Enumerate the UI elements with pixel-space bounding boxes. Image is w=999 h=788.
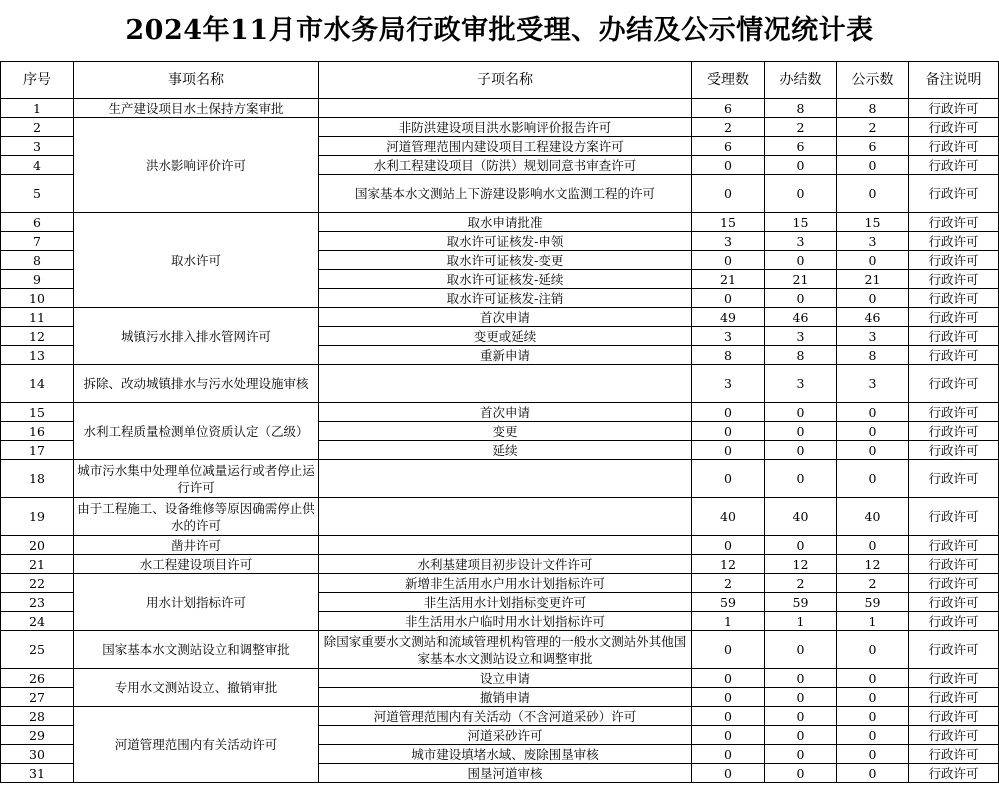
seq-cell: 28 — [1, 707, 74, 726]
sub-cell: 除国家重要水文测站和流域管理机构管理的一般水文测站外其他国家基本水文测站设立和调整审批 — [319, 631, 692, 669]
accepted-cell: 0 — [692, 669, 765, 688]
note-cell: 行政许可 — [909, 213, 999, 232]
note-cell: 行政许可 — [909, 764, 999, 783]
sub-cell: 首次申请 — [319, 403, 692, 422]
page-title: 2024年11月市水务局行政审批受理、办结及公示情况统计表 — [125, 15, 874, 46]
note-cell: 行政许可 — [909, 289, 999, 308]
item-cell: 河道管理范围内有关活动许可 — [74, 707, 319, 783]
published-cell: 0 — [837, 460, 909, 498]
item-cell: 凿井许可 — [74, 536, 319, 555]
seq-cell: 14 — [1, 365, 74, 403]
accepted-cell: 0 — [692, 422, 765, 441]
published-cell: 3 — [837, 232, 909, 251]
published-cell: 2 — [837, 574, 909, 593]
published-cell: 0 — [837, 289, 909, 308]
table-row — [1, 308, 999, 327]
published-cell: 0 — [837, 745, 909, 764]
sub-cell: 水利工程建设项目（防洪）规划同意书审查许可 — [319, 156, 692, 175]
table-row — [1, 631, 999, 669]
item-cell: 用水计划指标许可 — [74, 574, 319, 631]
note-cell: 行政许可 — [909, 251, 999, 270]
published-cell: 0 — [837, 726, 909, 745]
accepted-cell: 0 — [692, 631, 765, 669]
seq-cell: 30 — [1, 745, 74, 764]
published-cell: 3 — [837, 365, 909, 403]
accepted-cell: 2 — [692, 118, 765, 137]
seq-cell: 6 — [1, 213, 74, 232]
note-cell: 行政许可 — [909, 631, 999, 669]
table-row — [1, 498, 999, 536]
note-cell: 行政许可 — [909, 688, 999, 707]
seq-cell: 24 — [1, 612, 74, 631]
item-cell: 水工程建设项目许可 — [74, 555, 319, 574]
sub-cell: 延续 — [319, 441, 692, 460]
completed-cell: 1 — [765, 612, 837, 631]
sub-cell — [319, 99, 692, 118]
seq-cell: 5 — [1, 175, 74, 213]
seq-cell: 1 — [1, 99, 74, 118]
note-cell: 行政许可 — [909, 99, 999, 118]
seq-cell: 7 — [1, 232, 74, 251]
item-cell: 城镇污水排入排水管网许可 — [74, 308, 319, 365]
header-row — [1, 62, 999, 99]
item-cell: 专用水文测站设立、撤销审批 — [74, 669, 319, 707]
accepted-cell: 1 — [692, 612, 765, 631]
seq-cell: 26 — [1, 669, 74, 688]
completed-cell: 0 — [765, 441, 837, 460]
sub-cell: 变更 — [319, 422, 692, 441]
sub-cell — [319, 536, 692, 555]
seq-cell: 13 — [1, 346, 74, 365]
item-cell: 洪水影响评价许可 — [74, 118, 319, 213]
accepted-cell: 0 — [692, 403, 765, 422]
note-cell: 行政许可 — [909, 574, 999, 593]
col-header-accepted: 受理数 — [692, 62, 765, 99]
item-cell: 城市污水集中处理单位减量运行或者停止运行许可 — [74, 460, 319, 498]
sub-cell: 首次申请 — [319, 308, 692, 327]
table-row — [1, 555, 999, 574]
completed-cell: 0 — [765, 460, 837, 498]
accepted-cell: 12 — [692, 555, 765, 574]
completed-cell: 0 — [765, 422, 837, 441]
completed-cell: 0 — [765, 726, 837, 745]
note-cell: 行政许可 — [909, 460, 999, 498]
published-cell: 1 — [837, 612, 909, 631]
accepted-cell: 0 — [692, 289, 765, 308]
table-row — [1, 403, 999, 422]
completed-cell: 15 — [765, 213, 837, 232]
note-cell: 行政许可 — [909, 346, 999, 365]
item-cell: 由于工程施工、设备维修等原因确需停止供水的许可 — [74, 498, 319, 536]
table-row — [1, 707, 999, 726]
note-cell: 行政许可 — [909, 441, 999, 460]
completed-cell: 0 — [765, 175, 837, 213]
sub-cell: 新增非生活用水户用水计划指标许可 — [319, 574, 692, 593]
seq-cell: 10 — [1, 289, 74, 308]
completed-cell: 46 — [765, 308, 837, 327]
accepted-cell: 0 — [692, 156, 765, 175]
published-cell: 0 — [837, 403, 909, 422]
published-cell: 21 — [837, 270, 909, 289]
completed-cell: 0 — [765, 289, 837, 308]
published-cell: 6 — [837, 137, 909, 156]
accepted-cell: 21 — [692, 270, 765, 289]
table-row — [1, 460, 999, 498]
accepted-cell: 15 — [692, 213, 765, 232]
published-cell: 0 — [837, 707, 909, 726]
sub-cell: 非防洪建设项目洪水影响评价报告许可 — [319, 118, 692, 137]
seq-cell: 19 — [1, 498, 74, 536]
col-header-seq: 序号 — [1, 62, 74, 99]
col-header-note: 备注说明 — [909, 62, 999, 99]
note-cell: 行政许可 — [909, 726, 999, 745]
completed-cell: 0 — [765, 631, 837, 669]
seq-cell: 8 — [1, 251, 74, 270]
seq-cell: 15 — [1, 403, 74, 422]
accepted-cell: 0 — [692, 745, 765, 764]
published-cell: 8 — [837, 346, 909, 365]
seq-cell: 29 — [1, 726, 74, 745]
seq-cell: 22 — [1, 574, 74, 593]
sub-cell: 城市建设填堵水域、废除围垦审核 — [319, 745, 692, 764]
completed-cell: 2 — [765, 118, 837, 137]
col-header-published: 公示数 — [837, 62, 909, 99]
published-cell: 8 — [837, 99, 909, 118]
published-cell: 0 — [837, 156, 909, 175]
accepted-cell: 40 — [692, 498, 765, 536]
accepted-cell: 3 — [692, 232, 765, 251]
completed-cell: 0 — [765, 536, 837, 555]
published-cell: 0 — [837, 441, 909, 460]
sub-cell — [319, 365, 692, 403]
accepted-cell: 0 — [692, 175, 765, 213]
sub-cell: 取水许可证核发-注销 — [319, 289, 692, 308]
completed-cell: 0 — [765, 688, 837, 707]
accepted-cell: 0 — [692, 460, 765, 498]
completed-cell: 8 — [765, 99, 837, 118]
accepted-cell: 8 — [692, 346, 765, 365]
accepted-cell: 0 — [692, 726, 765, 745]
note-cell: 行政许可 — [909, 365, 999, 403]
accepted-cell: 0 — [692, 764, 765, 783]
sub-cell — [319, 498, 692, 536]
table-row — [1, 574, 999, 593]
note-cell: 行政许可 — [909, 175, 999, 213]
accepted-cell: 0 — [692, 707, 765, 726]
accepted-cell: 59 — [692, 593, 765, 612]
sub-cell: 非生活用水计划指标变更许可 — [319, 593, 692, 612]
completed-cell: 40 — [765, 498, 837, 536]
seq-cell: 25 — [1, 631, 74, 669]
seq-cell: 3 — [1, 137, 74, 156]
note-cell: 行政许可 — [909, 422, 999, 441]
table-row — [1, 213, 999, 232]
note-cell: 行政许可 — [909, 156, 999, 175]
table-row — [1, 536, 999, 555]
item-cell: 生产建设项目水土保持方案审批 — [74, 99, 319, 118]
accepted-cell: 2 — [692, 574, 765, 593]
sub-cell: 河道采砂许可 — [319, 726, 692, 745]
seq-cell: 16 — [1, 422, 74, 441]
seq-cell: 27 — [1, 688, 74, 707]
published-cell: 40 — [837, 498, 909, 536]
seq-cell: 4 — [1, 156, 74, 175]
seq-cell: 20 — [1, 536, 74, 555]
item-cell: 取水许可 — [74, 213, 319, 308]
col-header-completed: 办结数 — [765, 62, 837, 99]
sub-cell: 河道管理范围内建设项目工程建设方案许可 — [319, 137, 692, 156]
completed-cell: 12 — [765, 555, 837, 574]
completed-cell: 21 — [765, 270, 837, 289]
note-cell: 行政许可 — [909, 612, 999, 631]
completed-cell: 59 — [765, 593, 837, 612]
col-header-sub: 子项名称 — [319, 62, 692, 99]
table-row — [1, 365, 999, 403]
sub-cell: 围垦河道审核 — [319, 764, 692, 783]
table-row — [1, 118, 999, 137]
accepted-cell: 49 — [692, 308, 765, 327]
sub-cell: 取水许可证核发-延续 — [319, 270, 692, 289]
sub-cell: 撤销申请 — [319, 688, 692, 707]
note-cell: 行政许可 — [909, 593, 999, 612]
completed-cell: 0 — [765, 707, 837, 726]
seq-cell: 23 — [1, 593, 74, 612]
sub-cell: 变更或延续 — [319, 327, 692, 346]
accepted-cell: 6 — [692, 99, 765, 118]
seq-cell: 21 — [1, 555, 74, 574]
note-cell: 行政许可 — [909, 270, 999, 289]
col-header-item: 事项名称 — [74, 62, 319, 99]
published-cell: 0 — [837, 175, 909, 213]
seq-cell: 18 — [1, 460, 74, 498]
note-cell: 行政许可 — [909, 745, 999, 764]
published-cell: 59 — [837, 593, 909, 612]
published-cell: 46 — [837, 308, 909, 327]
seq-cell: 11 — [1, 308, 74, 327]
published-cell: 0 — [837, 422, 909, 441]
completed-cell: 3 — [765, 327, 837, 346]
sub-cell: 河道管理范围内有关活动（不含河道采砂）许可 — [319, 707, 692, 726]
item-cell: 拆除、改动城镇排水与污水处理设施审核 — [74, 365, 319, 403]
completed-cell: 0 — [765, 745, 837, 764]
note-cell: 行政许可 — [909, 536, 999, 555]
completed-cell: 2 — [765, 574, 837, 593]
completed-cell: 3 — [765, 365, 837, 403]
published-cell: 3 — [837, 327, 909, 346]
note-cell: 行政许可 — [909, 403, 999, 422]
note-cell: 行政许可 — [909, 555, 999, 574]
note-cell: 行政许可 — [909, 327, 999, 346]
seq-cell: 2 — [1, 118, 74, 137]
sub-cell: 国家基本水文测站上下游建设影响水文监测工程的许可 — [319, 175, 692, 213]
note-cell: 行政许可 — [909, 669, 999, 688]
note-cell: 行政许可 — [909, 232, 999, 251]
sub-cell: 取水许可证核发-变更 — [319, 251, 692, 270]
sub-cell: 水利基建项目初步设计文件许可 — [319, 555, 692, 574]
note-cell: 行政许可 — [909, 707, 999, 726]
seq-cell: 9 — [1, 270, 74, 289]
accepted-cell: 6 — [692, 137, 765, 156]
published-cell: 0 — [837, 631, 909, 669]
completed-cell: 8 — [765, 346, 837, 365]
published-cell: 15 — [837, 213, 909, 232]
completed-cell: 0 — [765, 669, 837, 688]
completed-cell: 0 — [765, 251, 837, 270]
published-cell: 2 — [837, 118, 909, 137]
published-cell: 0 — [837, 688, 909, 707]
item-cell: 水利工程质量检测单位资质认定（乙级） — [74, 403, 319, 460]
sub-cell: 重新申请 — [319, 346, 692, 365]
completed-cell: 6 — [765, 137, 837, 156]
seq-cell: 17 — [1, 441, 74, 460]
note-cell: 行政许可 — [909, 308, 999, 327]
sub-cell: 取水许可证核发-申领 — [319, 232, 692, 251]
completed-cell: 0 — [765, 764, 837, 783]
completed-cell: 3 — [765, 232, 837, 251]
accepted-cell: 0 — [692, 536, 765, 555]
table-row — [1, 669, 999, 688]
sub-cell: 非生活用水户临时用水计划指标许可 — [319, 612, 692, 631]
seq-cell: 31 — [1, 764, 74, 783]
table-row — [1, 99, 999, 118]
completed-cell: 0 — [765, 156, 837, 175]
published-cell: 0 — [837, 669, 909, 688]
stats-table — [0, 61, 999, 783]
accepted-cell: 3 — [692, 327, 765, 346]
accepted-cell: 0 — [692, 251, 765, 270]
sub-cell — [319, 460, 692, 498]
note-cell: 行政许可 — [909, 498, 999, 536]
published-cell: 0 — [837, 251, 909, 270]
published-cell: 12 — [837, 555, 909, 574]
completed-cell: 0 — [765, 403, 837, 422]
note-cell: 行政许可 — [909, 118, 999, 137]
published-cell: 0 — [837, 536, 909, 555]
item-cell: 国家基本水文测站设立和调整审批 — [74, 631, 319, 669]
seq-cell: 12 — [1, 327, 74, 346]
accepted-cell: 0 — [692, 688, 765, 707]
note-cell: 行政许可 — [909, 137, 999, 156]
sub-cell: 取水申请批准 — [319, 213, 692, 232]
accepted-cell: 3 — [692, 365, 765, 403]
sub-cell: 设立申请 — [319, 669, 692, 688]
published-cell: 0 — [837, 764, 909, 783]
accepted-cell: 0 — [692, 441, 765, 460]
